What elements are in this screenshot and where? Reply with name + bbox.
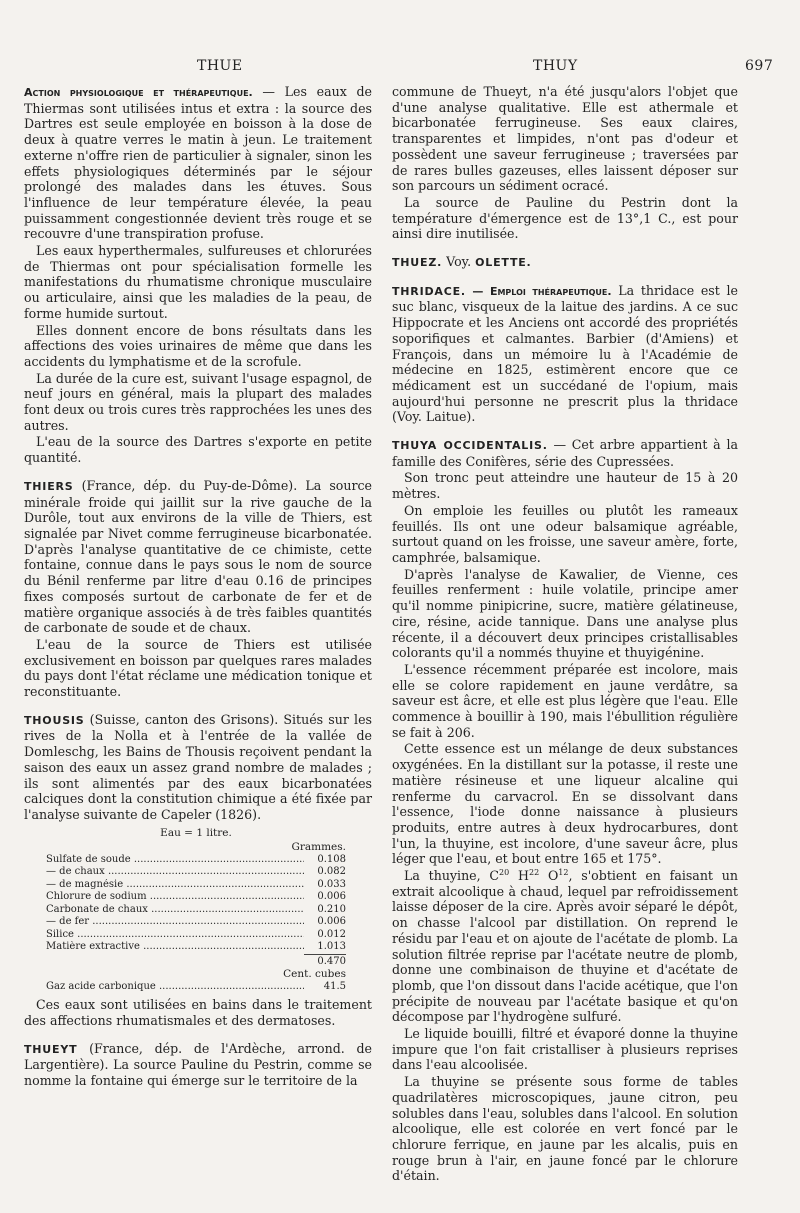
entry-thueyt: [24, 1041, 372, 1089]
paragraph: On emploie les feuilles ou plutôt les rameaux feuillés. Ils ont une odeur balsamique agréable, surtout quand on les froisse, une saveur amère, forte, camphrée, balsamique.: [392, 502, 738, 565]
paragraph: Elles donnent encore de bons résultats dans les affections des voies urinaires de même que dans les accidents du lymphatisme et de la scrofule.: [24, 322, 372, 369]
row-value: 0.210: [317, 903, 346, 915]
entry-thridace: [392, 283, 738, 425]
running-head-right: THUY: [533, 58, 578, 74]
row-label: Silice .....: [46, 929, 304, 942]
headword: THUYA OCCIDENTALIS.: [392, 439, 548, 453]
entry-thuez: [392, 254, 738, 271]
table-total: [46, 954, 346, 969]
row-value: 0.033: [317, 878, 346, 890]
left-column: [24, 84, 372, 1090]
paragraph-formula: [392, 868, 738, 1025]
subheading: — Emploi thérapeutique.: [465, 284, 612, 298]
paragraph-text: La thridace est le suc blanc, visqueux de la laitue des jardins. A ce suc Hippocrate et les Anciens ont accordé des propriétés soporifiques et calmantes. Barbier (d'Amiens) et François, dans un mémoire lu à l'Académie de médecine en 1825, estimèrent encore que ce médicament est un succédané de l'opium, mais aujourd'hui personne ne prescrit plus la thridace (Voy. Laitue).: [392, 282, 739, 425]
paragraph: [24, 84, 372, 242]
superscript: 22: [529, 867, 540, 877]
running-head-left: THUE: [197, 58, 243, 74]
headword: THUEYT: [24, 1042, 78, 1056]
entry-thuya: [392, 437, 738, 469]
paragraph-text: — Cet arbre appartient à la famille des Conifères, série des Cupressées.: [392, 437, 738, 469]
total-value: 0.470: [304, 954, 346, 969]
row-value: 0.012: [317, 928, 346, 940]
paragraph: L'eau de la source des Dartres s'exporte en petite quantité.: [24, 434, 372, 466]
spacer: [392, 243, 738, 254]
row-label: — de chaux .....: [46, 866, 304, 879]
row-label: Chlorure de sodium .....: [46, 891, 304, 904]
spacer: [24, 701, 372, 712]
paragraph-text: (France, dép. de l'Ardèche, arrond. de Largentière). La source Pauline du Pestrin, comme se nomme la fontaine qui émerge sur le territoire de la: [24, 1040, 372, 1088]
row-label: Gaz acide carbonique .....: [46, 981, 304, 994]
cross-ref-text: Voy.: [442, 254, 476, 270]
spacer: [24, 1030, 372, 1041]
paragraph-text: , s'obtient en faisant un extrait alcoolique à chaud, lequel par refroidissement laisse déposer de la cire. Après avoir séparé le dépôt, on chasse l'alcool par distillation. On reprend le résidu par l'eau et on ajoute de l'acétate de plomb. La solution filtrée reprise par l'acétate neutre de plomb, donne une combinaison de thuyine et d'acétate de plomb, que l'on dissout dans l'acide acétique, que l'on précipite de nouveau par l'acétate basique et qu'on décompose par l'hydrogène sulfuré.: [392, 868, 738, 1025]
formula-text: O: [539, 868, 559, 884]
row-value: 0.006: [317, 891, 346, 903]
paragraph: La source de Pauline du Pestrin dont la température d'émergence est de 13°,1 C., est pour ainsi dire inutilisée.: [392, 194, 738, 242]
formula-text: La thuyine, C: [404, 868, 500, 884]
headword: THOUSIS: [24, 713, 85, 727]
row-label: Carbonate de chaux .....: [46, 904, 304, 917]
table-row: [46, 866, 346, 879]
entry-thiers: [24, 478, 372, 636]
analysis-table: [46, 827, 346, 994]
table-row: [46, 904, 346, 917]
page-number: 697: [745, 58, 774, 74]
row-label: — de fer .....: [46, 916, 304, 929]
table-row: [46, 929, 346, 942]
table-caption: Eau = 1 litre.: [160, 826, 232, 839]
table-row: [46, 981, 346, 994]
spacer: [392, 272, 738, 283]
paragraph: Son tronc peut atteindre une hauteur de 15 à 20 mètres.: [392, 470, 738, 502]
paragraph: D'après l'analyse de Kawalier, de Vienne, ces feuilles renferment : huile volatile, principe amer qu'il nomme pinipicrine, sucre, matière gélatineuse, cire, résine, acide tannique. Dans une analyse plus récente, il a découvert deux principes cristallisables colorants qu'il a nommés thuyine et thuyigénine.: [392, 566, 738, 661]
row-label: — de magnésie .....: [46, 879, 304, 892]
row-value: 0.082: [317, 866, 346, 878]
headword: THRIDACE.: [392, 284, 466, 298]
paragraph: L'essence récemment préparée est incolore, mais elle se colore rapidement en jaune verdâtre, sa saveur est âcre, et elle est plus légère que l'eau. Elle commence à bouillir à 190, mais l'ébullition régulière se fait à 206.: [392, 661, 738, 740]
paragraph: Ces eaux sont utilisées en bains dans le traitement des affections rhumatismales et des dermatoses.: [24, 997, 372, 1028]
spacer: [392, 426, 738, 437]
table-row: [46, 879, 346, 892]
paragraph: Le liquide bouilli, filtré et évaporé donne la thuyine impure que l'on fait cristalliser à plusieurs reprises dans l'eau alcoolisée.: [392, 1026, 738, 1073]
entry-thousis: [24, 712, 372, 823]
paragraph-text: — Les eaux de Thiermas sont utilisées intus et extra : la source des Dartres est seule employée en boisson à la dose de deux à quatre verres le matin à jeun. Le traitement externe n'offre rien de particulier à signaler, sinon les effets physiologiques déterminés par le séjour prolongé des malades dans les étuves. Sous l'influence de leur température élevée, la peau puissamment congestionnée devient très rouge et se recouvre d'une transpiration profuse.: [24, 84, 373, 242]
paragraph-text: (Suisse, canton des Grisons). Situés sur les rives de la Nolla et à l'entrée de la vallée de Domleschg, les Bains de Thousis reçoivent pendant la saison des eaux un assez grand nombre de malades ; ils sont alimentés par des eaux bicarbonatées calciques dont la constitution chimique a été fixée par l'analyse suivante de Capeler (1826).: [24, 711, 372, 822]
row-label: Matière extractive .....: [46, 941, 304, 954]
paragraph: commune de Thueyt, n'a été jusqu'alors l'objet que d'une analyse qualitative. Elle est athermale et bicarbonatée ferrugineuse. Ses eaux claires, transparentes et limpides, n'ont pas d'odeur et possèdent une saveur ferrugineuse ; traversées par de rares bulles gazeuses, elles laissent déposer sur son parcours un sédiment ocracé.: [392, 84, 738, 194]
table-row: [46, 916, 346, 929]
table-unit: Grammes.: [291, 841, 346, 854]
superscript: 12: [558, 867, 569, 877]
spacer: [24, 467, 372, 478]
table-row: [46, 854, 346, 867]
row-label: Sulfate de soude .....: [46, 854, 304, 867]
table-row: [46, 941, 346, 954]
row-value: 0.006: [317, 916, 346, 928]
paragraph: L'eau de la source de Thiers est utilisée exclusivement en boisson par quelques rares malades du pays dont l'état réclame une médication tonique et reconstituante.: [24, 636, 372, 700]
paragraph: La thuyine se présente sous forme de tables quadrilatères microscopiques, jaune citron, peu solubles dans l'eau, solubles dans l'alcool. En solution alcoolique, elle est colorée en vert foncé par le chlorure ferrique, en jaune par les alcalis, puis en rouge brun à l'air, en jaune foncé par le chlorure d'étain.: [392, 1074, 738, 1184]
headword: THIERS: [24, 479, 74, 493]
paragraph: Les eaux hyperthermales, sulfureuses et chlorurées de Thiermas ont pour spécialisation formelle les manifestations du rhumatisme chronique musculaire ou articulaire, ainsi que les maladies de la peau, de forme humide surtout.: [24, 243, 372, 321]
paragraph-text: (France, dép. du Puy-de-Dôme). La source minérale froide qui jaillit sur la rive gauche de la Durôle, tout aux environs de la ville de Thiers, est signalée par Nivet comme ferrugineuse bicarbonatée. D'après l'analyse quantitative de ce chimiste, cette fontaine, connue dans le pays sous le nom de source du Bénil renferme par litre d'eau 0.16 de principes fixes composés surtout de carbonate de fer et de matière organique associés à de très faibles quantités de carbonate de soude et de chaux.: [24, 477, 372, 636]
paragraph: Cette essence est un mélange de deux substances oxygénées. En la distillant sur la potasse, il reste une matière résineuse et une liqueur alcaline qui renferme du carvacrol. En se dissolvant dans l'essence, l'iode donne naissance à plusieurs produits, entre autres à deux hydrocarbures, dont l'un, la thuyine, est incolore, d'une saveur âcre, plus léger que l'eau, et bout entre 165 et 175°.: [392, 741, 738, 867]
right-column: [392, 84, 738, 1185]
paragraph: La durée de la cure est, suivant l'usage espagnol, de neuf jours en général, mais la plupart des malades font deux ou trois cures très rapprochées les unes des autres.: [24, 370, 372, 433]
subheading: Action physiologique et thérapeutique.: [24, 86, 253, 99]
table-row: [46, 891, 346, 904]
cross-ref-link[interactable]: OLETTE.: [475, 256, 532, 270]
row-value: 41.5: [323, 980, 346, 992]
superscript: 20: [499, 867, 510, 877]
headword: THUEZ.: [392, 256, 443, 270]
row-value: 1.013: [317, 941, 346, 953]
formula-text: H: [509, 868, 529, 884]
row-value: 0.108: [317, 853, 346, 865]
gas-unit: Cent. cubes: [283, 968, 346, 981]
